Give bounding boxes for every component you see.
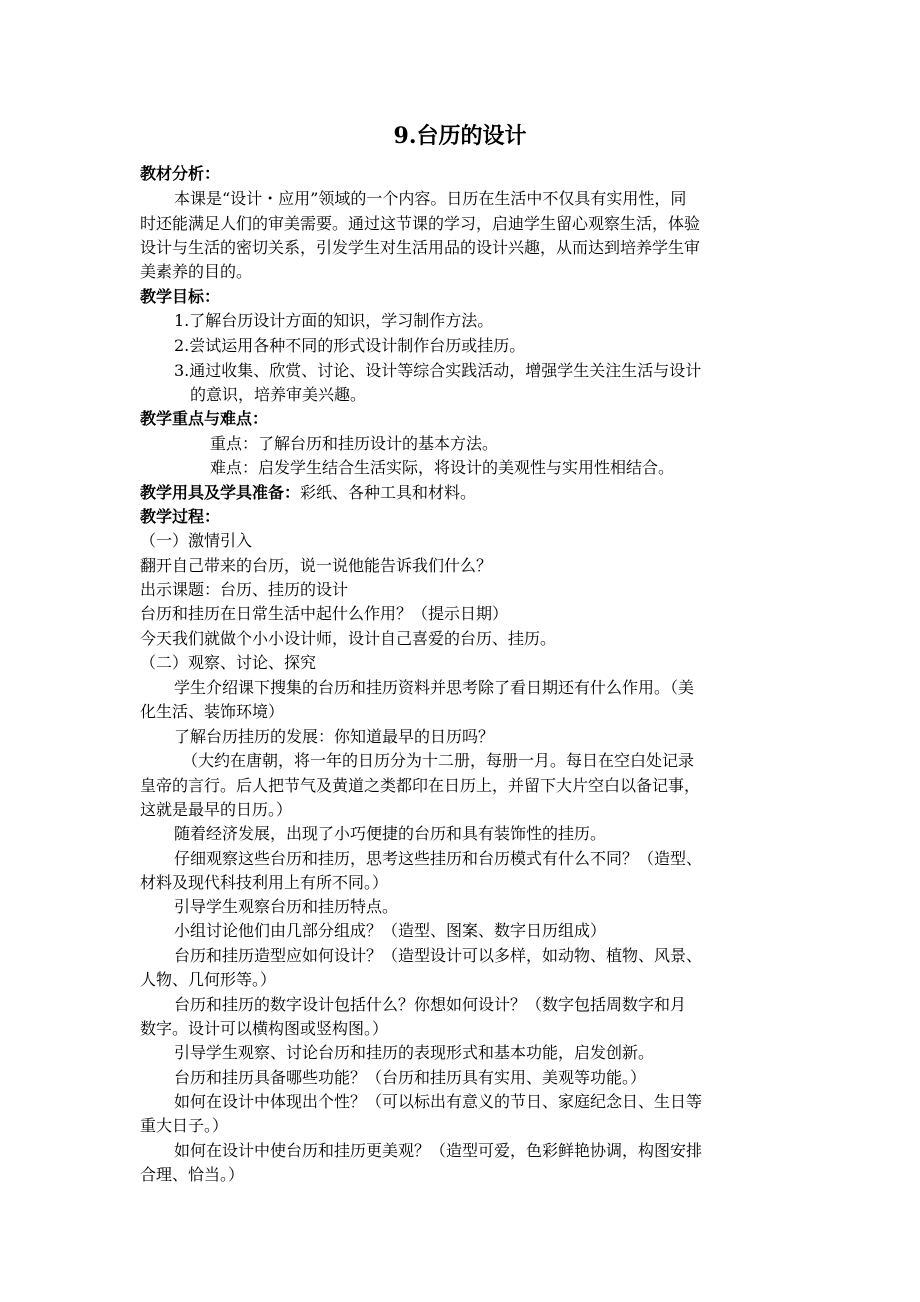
process-line: 随着经济发展，出现了小巧便捷的台历和具有装饰性的挂历。 <box>174 824 607 843</box>
process-line: 今天我们就做个小小设计师，设计自己喜爱的台历、挂历。 <box>140 629 557 648</box>
tools-text: 彩纸、各种工具和材料。 <box>300 483 477 502</box>
process-line: 台历和挂历的数字设计包括什么？你想如何设计？（数字包括周数字和月 <box>174 995 687 1014</box>
focus-key-point: 重点：了解台历和挂历设计的基本方法。 <box>210 434 499 453</box>
process-line: 皇帝的言行。后人把节气及黄道之类都印在日历上，并留下大片空白以备记事， <box>140 776 701 795</box>
process-heading: 教学过程： <box>140 507 221 526</box>
analysis-line: 本课是“设计・应用”领域的一个内容。日历在生活中不仅具有实用性，同 <box>174 189 687 208</box>
process-line: 翻开自己带来的台历，说一说他能告诉我们什么？ <box>140 556 493 575</box>
process-line: 台历和挂历造型应如何设计？（造型设计可以多样，如动物、植物、风景、 <box>174 946 703 965</box>
process-subheading: （二）观察、讨论、探究 <box>140 653 317 672</box>
process-line: （大约在唐朝，将一年的日历分为十二册，每册一月。每日在空白处记录 <box>182 751 695 770</box>
goal-item: 3.通过收集、欣赏、讨论、设计等综合实践活动，增强学生关注生活与设计 <box>174 361 702 380</box>
focus-heading: 教学重点与难点： <box>140 409 269 428</box>
process-line: 仔细观察这些台历和挂历，思考这些挂历和台历模式有什么不同？（造型、 <box>174 849 703 868</box>
process-line: 台历和挂历具备哪些功能？（台历和挂历具有实用、美观等功能。） <box>174 1068 647 1087</box>
process-line: 这就是最早的日历。） <box>140 800 293 819</box>
analysis-line: 美素养的目的。 <box>140 262 253 281</box>
goal-item-continuation: 的意识，培养审美兴趣。 <box>190 385 367 404</box>
process-line: 重大日子。） <box>140 1116 229 1135</box>
process-line: 引导学生观察、讨论台历和挂历的表现形式和基本功能，启发创新。 <box>174 1043 655 1062</box>
document-title: 9.台历的设计 <box>393 123 527 149</box>
process-subheading: （一）激情引入 <box>140 531 253 550</box>
analysis-heading: 教材分析： <box>140 164 221 183</box>
process-line: 引导学生观察台历和挂历特点。 <box>174 897 399 916</box>
process-line: 台历和挂历在日常生活中起什么作用？（提示日期） <box>140 604 509 623</box>
goal-item: 2.尝试运用各种不同的形式设计制作台历或挂历。 <box>174 336 526 355</box>
goals-heading: 教学目标： <box>140 287 221 306</box>
analysis-line: 设计与生活的密切关系，引发学生对生活用品的设计兴趣，从而达到培养学生审 <box>140 238 701 257</box>
process-line: 了解台历挂历的发展：你知道最早的日历吗？ <box>174 727 495 746</box>
process-line: 人物、几何形等。） <box>140 970 277 989</box>
goal-item: 1.了解台历设计方面的知识，学习制作方法。 <box>174 311 494 330</box>
process-line: 学生介绍课下搜集的台历和挂历资料并思考除了看日期还有什么作用。（美 <box>174 678 695 697</box>
process-line: 出示课题：台历、挂历的设计 <box>140 580 349 599</box>
process-line: 数字。设计可以横构图或竖构图。） <box>140 1019 389 1038</box>
process-line: 化生活、装饰环境） <box>140 702 285 721</box>
process-line: 如何在设计中使台历和挂历更美观？（造型可爱，色彩鲜艳协调，构图安排 <box>174 1141 703 1160</box>
process-line: 材料及现代科技利用上有所不同。） <box>140 873 389 892</box>
focus-difficulty: 难点：启发学生结合生活实际，将设计的美观性与实用性相结合。 <box>210 458 675 477</box>
process-line: 如何在设计中体现出个性？（可以标出有意义的节日、家庭纪念日、生日等 <box>174 1092 703 1111</box>
tools-heading: 教学用具及学具准备： <box>140 483 301 502</box>
process-line: 合理、恰当。） <box>140 1165 245 1184</box>
analysis-line: 时还能满足人们的审美需要。通过这节课的学习，启迪学生留心观察生活，体验 <box>140 214 701 233</box>
tools-row <box>140 481 476 505</box>
process-line: 小组讨论他们由几部分组成？（造型、图案、数字日历组成） <box>174 921 607 940</box>
